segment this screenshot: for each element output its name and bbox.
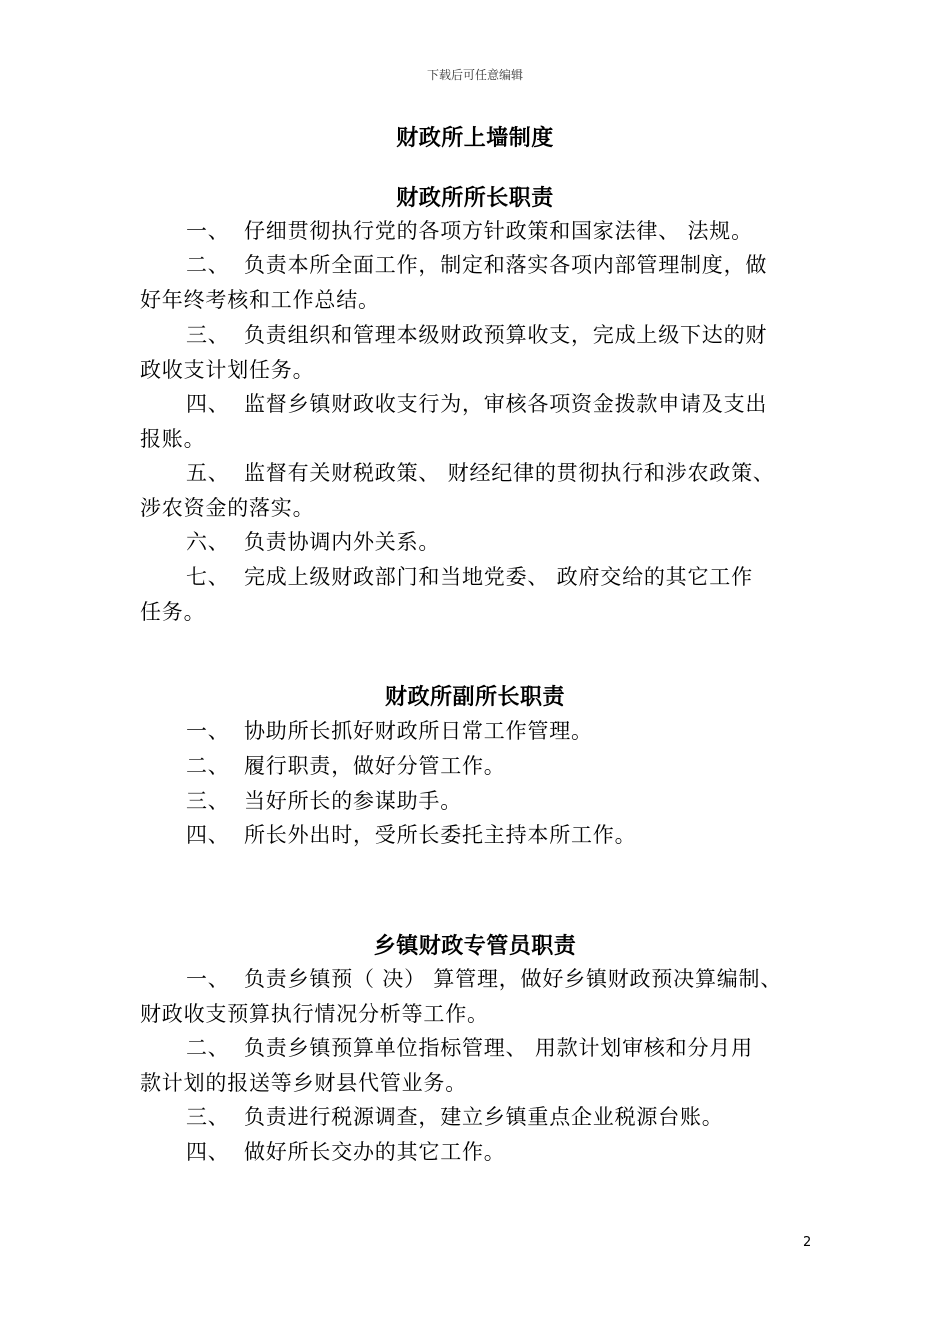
item-text: 当好所长的参谋助手。 bbox=[244, 789, 462, 813]
item-text: 监督有关财税政策、 财经纪律的贯彻执行和涉农政策、 bbox=[244, 461, 775, 485]
item-text: 负责本所全面工作，制定和落实各项内部管理制度，做 bbox=[244, 253, 768, 277]
item-number: 一、 bbox=[186, 719, 230, 743]
item-text-continued: 任务。 bbox=[140, 599, 206, 624]
list-item bbox=[140, 1100, 820, 1135]
item-text: 做好所长交办的其它工作。 bbox=[244, 1140, 506, 1164]
item-text: 负责组织和管理本级财政预算收支，完成上级下达的财 bbox=[244, 323, 768, 347]
item-text-continued: 政收支计划任务。 bbox=[140, 357, 315, 382]
list-item bbox=[140, 1031, 820, 1100]
item-text: 监督乡镇财政收支行为，审核各项资金拨款申请及支出 bbox=[244, 392, 768, 416]
main-title: 财政所上墙制度 bbox=[396, 126, 554, 151]
item-number: 四、 bbox=[186, 392, 230, 416]
item-text-continued: 好年终考核和工作总结。 bbox=[140, 287, 380, 312]
list-item bbox=[140, 214, 820, 249]
list-item bbox=[140, 714, 820, 749]
item-number: 一、 bbox=[186, 219, 230, 243]
item-number: 二、 bbox=[186, 253, 230, 277]
item-text: 仔细贯彻执行党的各项方针政策和国家法律、 法规。 bbox=[244, 219, 753, 243]
list-item bbox=[140, 784, 820, 819]
item-text: 完成上级财政部门和当地党委、 政府交给的其它工作 bbox=[244, 565, 753, 589]
item-text: 负责乡镇预（ 决） 算管理，做好乡镇财政预决算编制、 bbox=[244, 967, 783, 991]
page-number: 2 bbox=[803, 1235, 812, 1250]
list-item bbox=[140, 962, 840, 1031]
list-item bbox=[140, 387, 820, 456]
list-item bbox=[140, 318, 820, 387]
item-text-continued: 涉农资金的落实。 bbox=[140, 495, 315, 520]
item-number: 二、 bbox=[186, 754, 230, 778]
item-text: 负责乡镇预算单位指标管理、 用款计划审核和分月用 bbox=[244, 1036, 753, 1060]
item-number: 三、 bbox=[186, 323, 230, 347]
item-text-continued: 报账。 bbox=[140, 426, 206, 451]
list-item bbox=[140, 749, 820, 784]
list-item bbox=[140, 248, 820, 317]
list-item bbox=[140, 818, 820, 853]
item-number: 五、 bbox=[186, 461, 230, 485]
section-title-specialist: 乡镇财政专管员职责 bbox=[373, 934, 577, 959]
list-item bbox=[140, 560, 820, 629]
item-text: 履行职责，做好分管工作。 bbox=[244, 754, 506, 778]
section-title-deputy: 财政所副所长职责 bbox=[384, 685, 565, 710]
item-number: 四、 bbox=[186, 823, 230, 847]
item-number: 一、 bbox=[186, 967, 230, 991]
item-text: 协助所长抓好财政所日常工作管理。 bbox=[244, 719, 593, 743]
item-number: 七、 bbox=[186, 565, 230, 589]
item-number: 三、 bbox=[186, 789, 230, 813]
item-text-continued: 财政收支预算执行情况分析等工作。 bbox=[140, 1001, 489, 1026]
item-text-continued: 款计划的报送等乡财县代管业务。 bbox=[140, 1070, 467, 1095]
section-title-director: 财政所所长职责 bbox=[396, 186, 554, 211]
item-text: 负责协调内外关系。 bbox=[244, 530, 441, 554]
list-item bbox=[140, 456, 840, 525]
item-number: 六、 bbox=[186, 530, 230, 554]
list-item bbox=[140, 1135, 820, 1170]
item-number: 四、 bbox=[186, 1140, 230, 1164]
item-number: 二、 bbox=[186, 1036, 230, 1060]
list-item bbox=[140, 525, 820, 560]
item-text: 所长外出时，受所长委托主持本所工作。 bbox=[244, 823, 637, 847]
item-number: 三、 bbox=[186, 1105, 230, 1129]
item-text: 负责进行税源调查，建立乡镇重点企业税源台账。 bbox=[244, 1105, 724, 1129]
header-note: 下载后可任意编辑 bbox=[426, 68, 523, 82]
